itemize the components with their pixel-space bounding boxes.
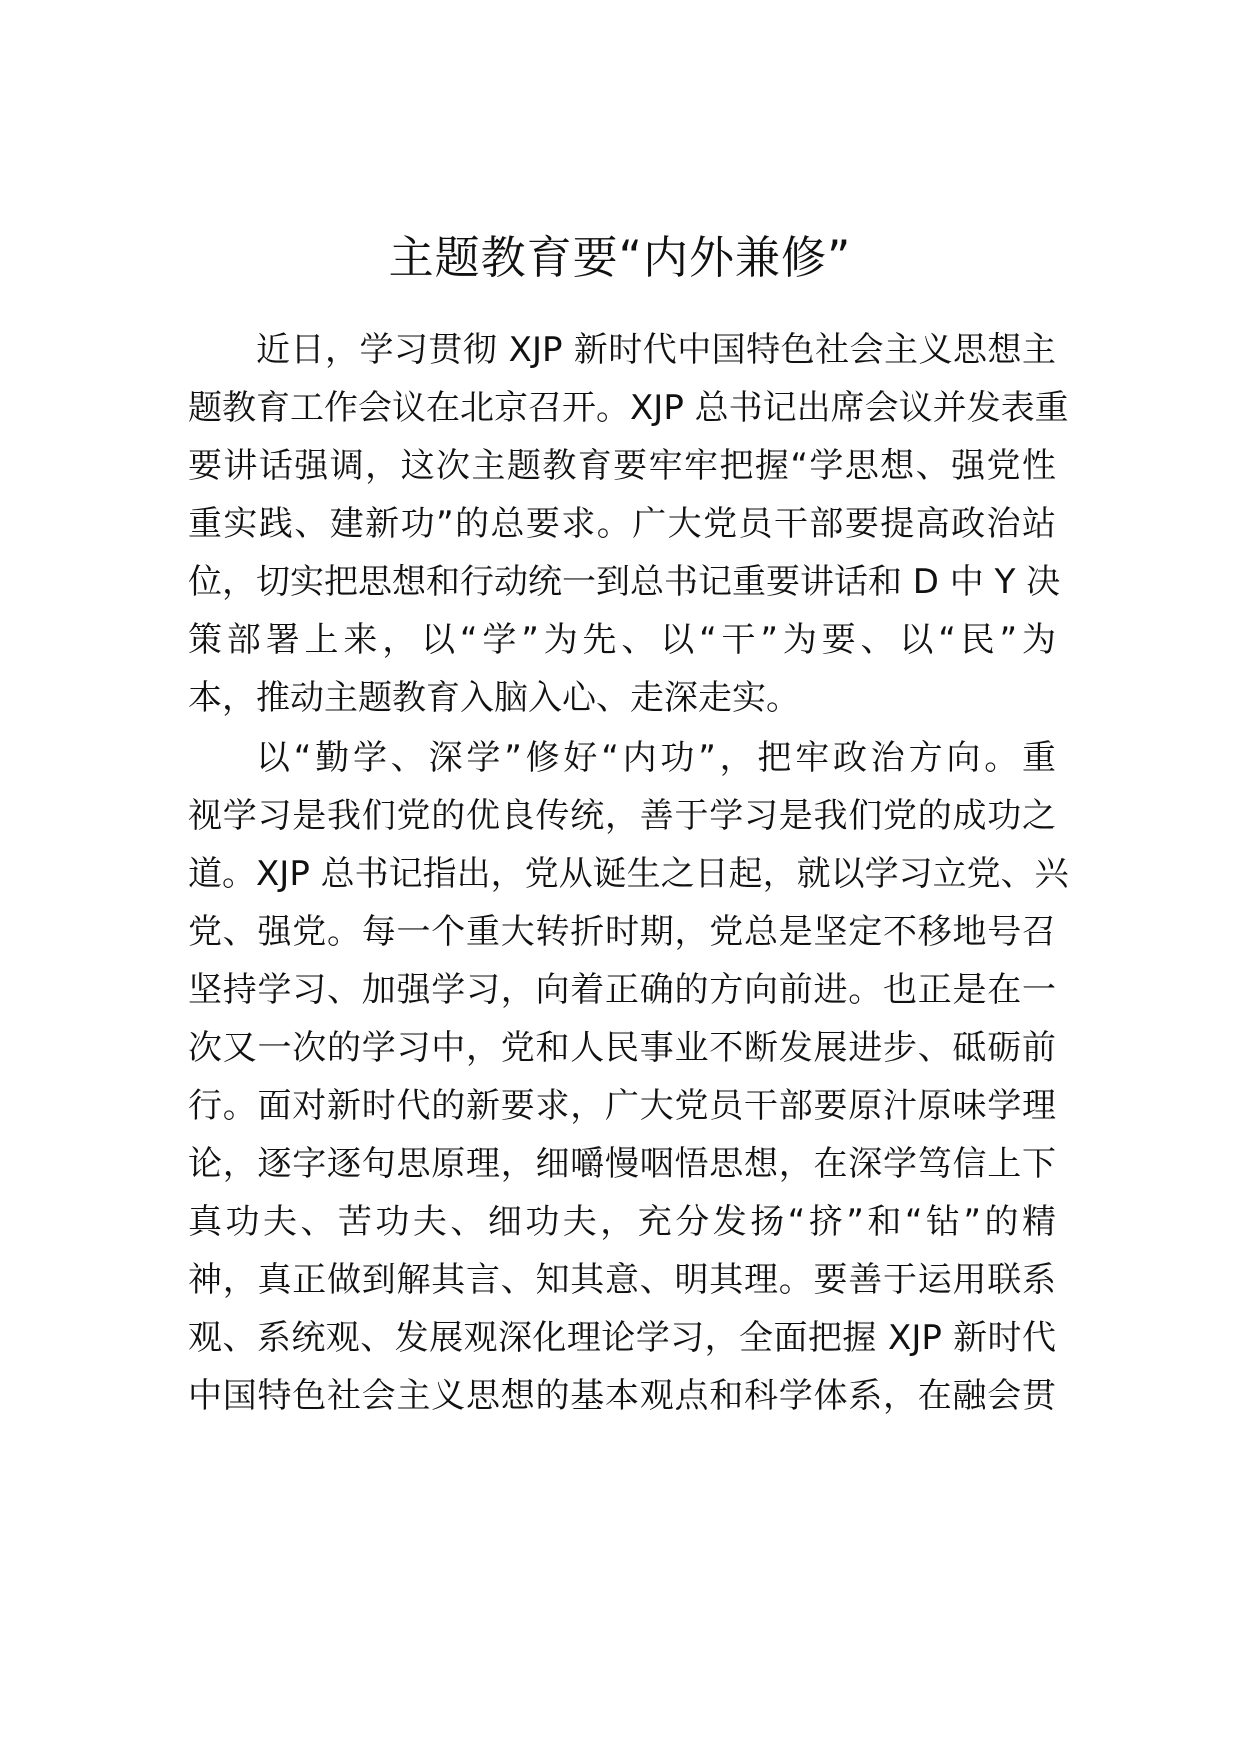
paragraph-1-line-1: 近日，学习贯彻 XJP 新时代中国特色社会主义思想主 [256, 330, 1056, 370]
paragraph-2-line-12: 中国特色社会主义思想的基本观点和科学体系，在融会贯 [188, 1376, 1056, 1416]
paragraph-2-line-8: 论，逐字逐句思原理，细嚼慢咽悟思想，在深学笃信上下 [188, 1144, 1056, 1184]
paragraph-2-line-7: 行。面对新时代的新要求，广大党员干部要原汁原味学理 [188, 1086, 1056, 1126]
paragraph-1-line-2: 题教育工作会议在北京召开。XJP 总书记出席会议并发表重 [188, 388, 1069, 428]
paragraph-2-line-6: 次又一次的学习中，党和人民事业不断发展进步、砥砺前 [188, 1028, 1056, 1068]
paragraph-1-line-5: 位，切实把思想和行动统一到总书记重要讲话和 D 中 Y 决 [188, 562, 1061, 602]
paragraph-1-line-4: 重实践、建新功”的总要求。广大党员干部要提高政治站 [188, 504, 1056, 544]
paragraph-2-line-10: 神，真正做到解其言、知其意、明其理。要善于运用联系 [188, 1260, 1056, 1300]
paragraph-2-line-2: 视学习是我们党的优良传统，善于学习是我们党的成功之 [188, 796, 1056, 836]
paragraph-1-line-3: 要讲话强调，这次主题教育要牢牢把握“学思想、强党性 [188, 446, 1056, 486]
paragraph-2-line-11: 观、系统观、发展观深化理论学习，全面把握 XJP 新时代 [188, 1318, 1056, 1358]
document-title: 主题教育要“内外兼修” [388, 231, 852, 284]
paragraph-2-line-3: 道。XJP 总书记指出，党从诞生之日起，就以学习立党、兴 [188, 854, 1069, 894]
paragraph-2-line-9: 真功夫、苦功夫、细功夫，充分发扬“挤”和“钻”的精 [188, 1202, 1056, 1242]
paragraph-2-line-1: 以“勤学、深学”修好“内功”，把牢政治方向。重 [256, 738, 1056, 778]
paragraph-2-line-5: 坚持学习、加强学习，向着正确的方向前进。也正是在一 [188, 970, 1056, 1010]
paragraph-1-line-7: 本，推动主题教育入脑入心、走深走实。 [188, 678, 800, 718]
paragraph-2-line-4: 党、强党。每一个重大转折时期，党总是坚定不移地号召 [188, 912, 1056, 952]
paragraph-1-line-6: 策部署上来，以“学”为先、以“干”为要、以“民”为 [188, 620, 1056, 660]
